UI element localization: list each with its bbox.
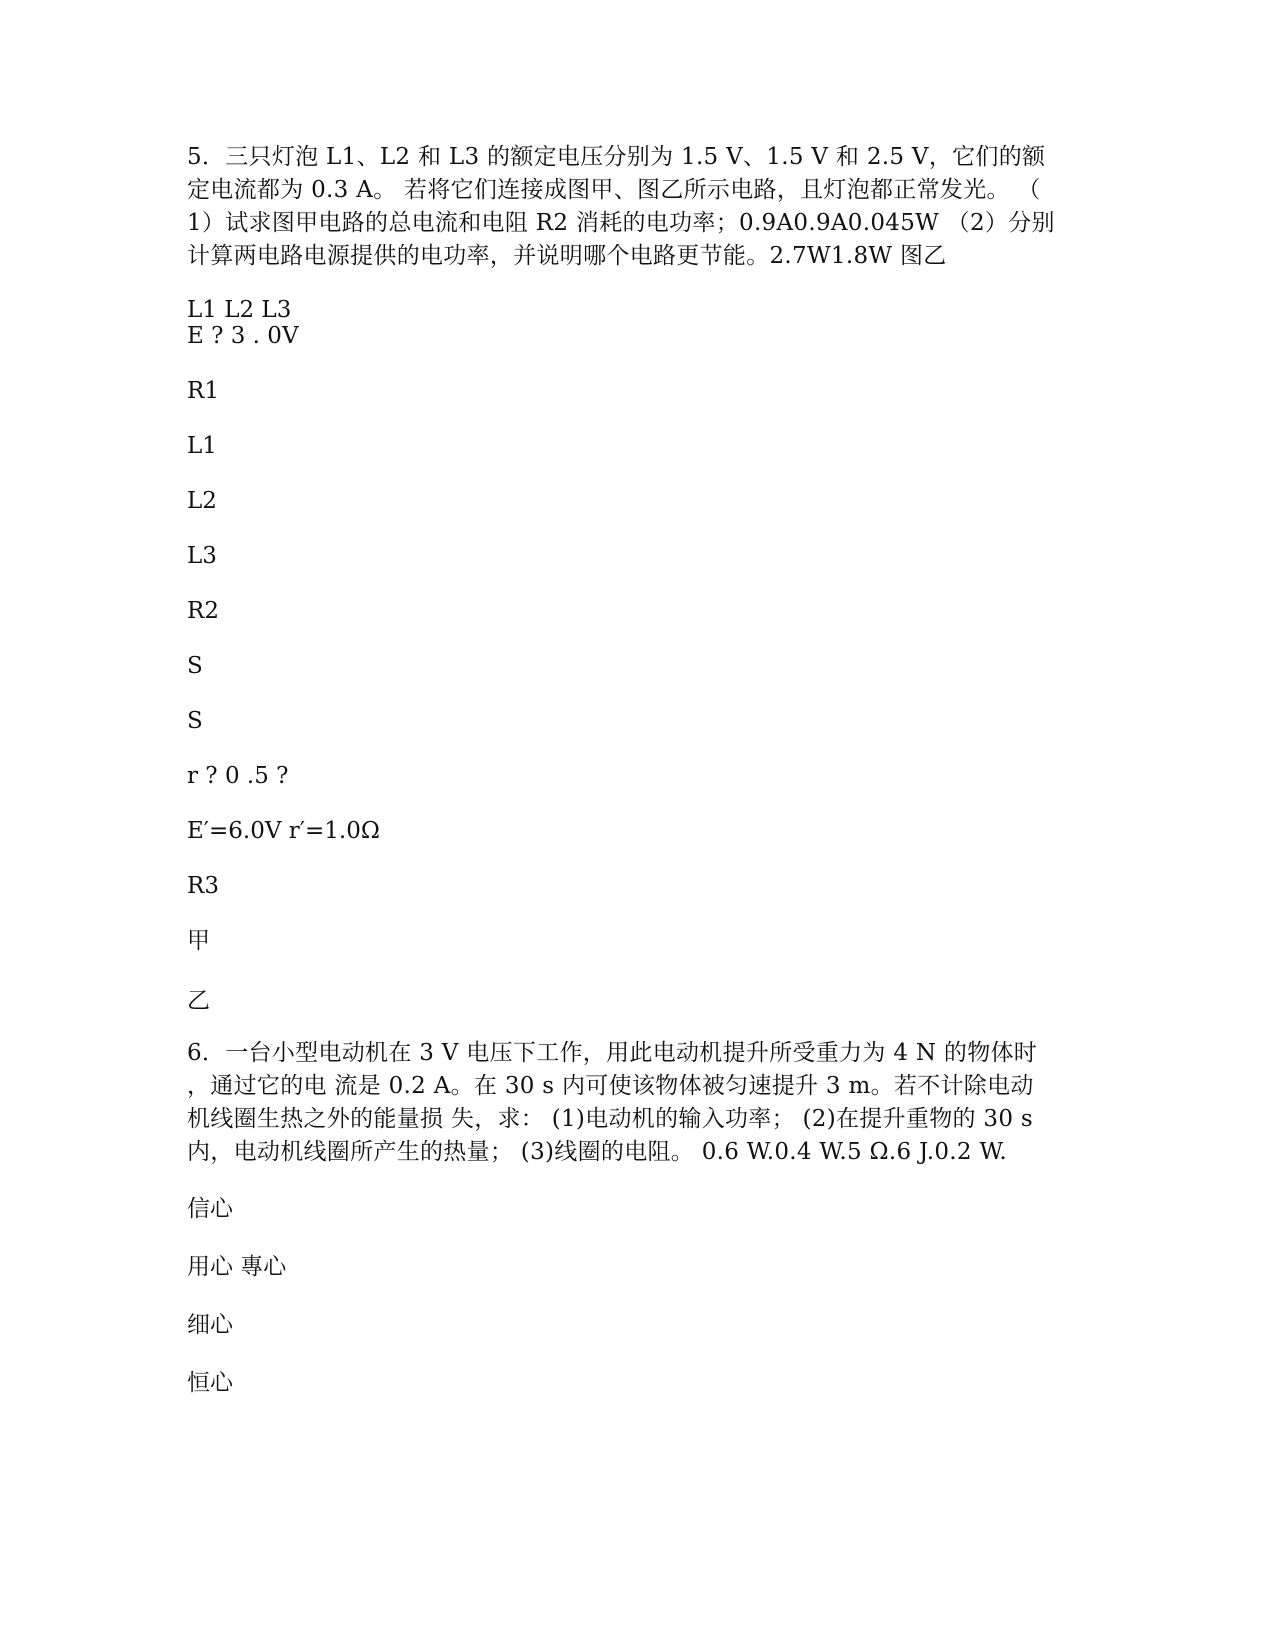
problem-5-line: 计算两电路电源提供的电功率，并说明哪个电路更节能。2.7W1.8W 图乙 [187, 243, 947, 269]
motto-perseverance: 恒心 [187, 1370, 233, 1396]
problem-5-line: 5．三只灯泡 L1、L2 和 L3 的额定电压分别为 1.5 V、1.5 V 和 2.5 V，它们的额 [187, 144, 1046, 170]
problem-6-line: 内，电动机线圈所产生的热量； (3)线圈的电阻。 0.6 W.0.4 W.5 Ω.6 J.0.2 W. [187, 1139, 1007, 1165]
figure-label-internal-resistance: r ? 0 .5 ? [187, 763, 289, 789]
problem-5-text [187, 141, 1092, 273]
figure-label-emf: E ? 3 . 0V [187, 323, 299, 349]
figure-label-emf-prime: E′=6.0V r′=1.0Ω [187, 818, 380, 844]
figure-label-r3: R3 [187, 873, 219, 899]
figure-label-r1: R1 [187, 378, 219, 404]
problem-6-text [187, 1037, 1092, 1169]
figure-label-l2: L2 [187, 488, 217, 514]
figure-label-l1: L1 [187, 433, 217, 459]
problem-6-line: ，通过它的电 流是 0.2 A。在 30 s 内可使该物体被匀速提升 3 m。若不计除电动 [187, 1073, 1034, 1099]
problem-5-line: 1）试求图甲电路的总电流和电阻 R2 消耗的电功率；0.9A0.9A0.045W （2）分别 [187, 210, 1055, 236]
figure-label-switch: S [187, 653, 203, 679]
motto-confidence: 信心 [187, 1196, 233, 1222]
problem-5-line: 定电流都为 0.3 A。 若将它们连接成图甲、图乙所示电路，且灯泡都正常发光。 （ [187, 177, 1041, 203]
problem-6-line: 机线圈生热之外的能量损 失，求： (1)电动机的输入功率； (2)在提升重物的 30 s [187, 1106, 1033, 1132]
figure-label-l3: L3 [187, 543, 217, 569]
figure-label-lamps: L1 L2 L3 [187, 297, 292, 323]
figure-caption-yi: 乙 [187, 988, 210, 1014]
figure-caption-jia: 甲 [187, 928, 210, 954]
figure-label-r2: R2 [187, 598, 219, 624]
motto-carefulness: 细心 [187, 1312, 233, 1338]
figure-label-switch: S [187, 708, 203, 734]
motto-diligence-focus: 用心 專心 [187, 1254, 287, 1280]
problem-6-line: 6．一台小型电动机在 3 V 电压下工作，用此电动机提升所受重力为 4 N 的物体时 [187, 1040, 1038, 1066]
